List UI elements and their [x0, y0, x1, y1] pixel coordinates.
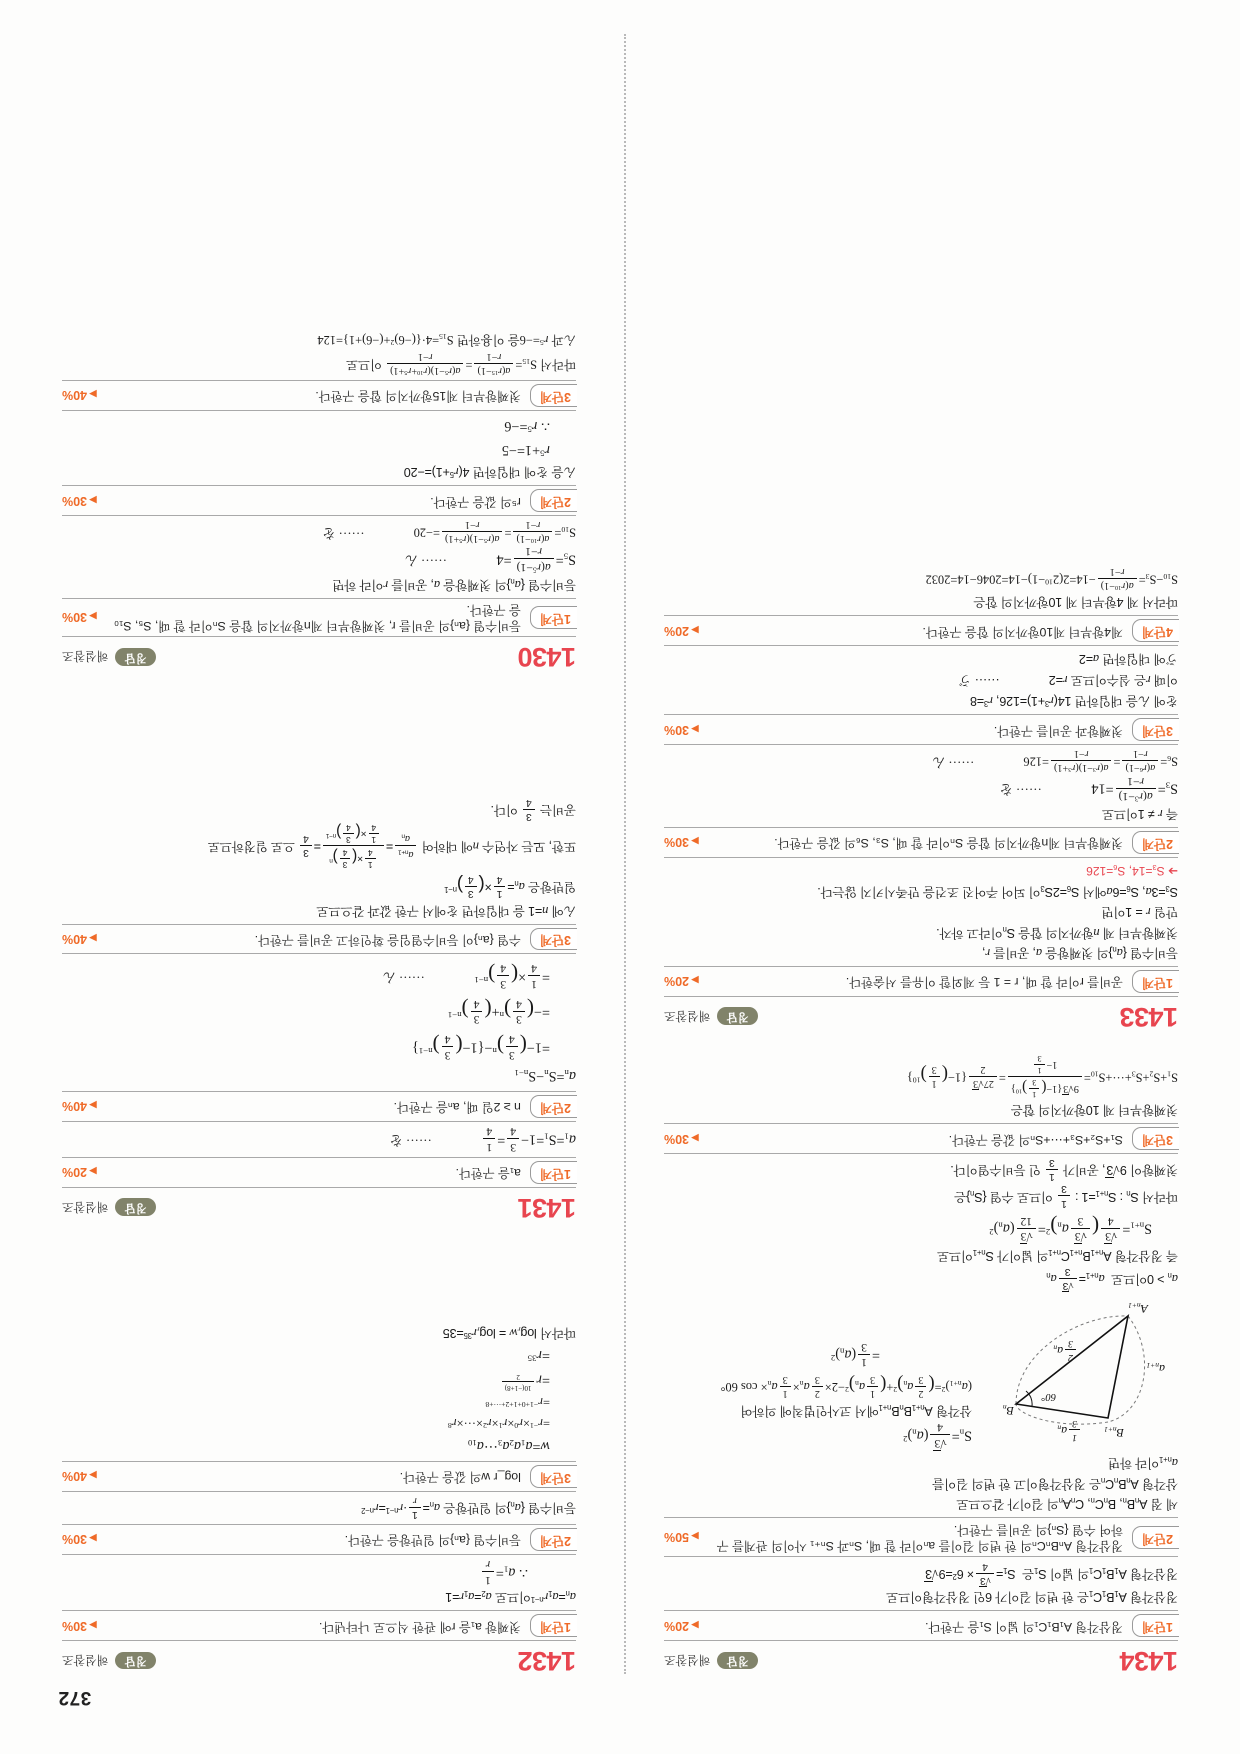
answer-value: 해설참조 [62, 1199, 109, 1214]
solution-text: 따라서 제 4항부터 제 10항까지의 합은 [973, 595, 1178, 610]
rubric-row [62, 485, 576, 516]
step-percent-value: 20% [664, 974, 690, 989]
rubric-row [62, 1461, 576, 1492]
step-tag: 1단계 [1132, 970, 1179, 993]
step-percent: ▶30% [62, 493, 97, 508]
solution-text: 삼각형 $A_nB_nC_n$은 정삼각형이고 한 변의 길이를 [932, 1476, 1178, 1491]
triangle-figure [976, 1296, 1166, 1448]
edge-label-top: 1 3 $a_n$ [1057, 1418, 1082, 1442]
solution-text: $S_3=3a$, $S_6=6a$에서 $S_6=2S_3$이 되어 주어진 조건을 만족시키지 않는다. [817, 883, 1178, 899]
rubric-row [62, 1610, 576, 1641]
equation: $S_1+S_2+S_3+\cdot\cdot\cdot+S_{10}=$ 9√3{1−( 1 3 )$^{10}$} 1− 1 3 = 27√3 2 {1−( 1 3 )$^{10}$} [906, 1053, 1178, 1099]
step-tag: 1단계 [530, 1161, 577, 1184]
problem-number: 1433 [1119, 1001, 1178, 1032]
step-percent-value: 30% [62, 1532, 88, 1547]
step-description: 공비를 r이라 할 때, r = 1 등 제외할 이유를 서술한다. [845, 975, 1123, 990]
equation: ん과 $r^5=-6$을 이용하면 $S_{15}=4\cdot\{(-6)^2+(-6)+1\}=124$ [317, 332, 576, 347]
vertex-label-bn: $B_n$ [1002, 1403, 1014, 1418]
step-tag: 2단계 [1132, 831, 1179, 854]
two-column-body [62, 34, 1178, 1674]
step-description: 첫째항부터 제n항까지의 합을 Sₙ이라 할 때, S₃, S₆의 값을 구한다. [774, 836, 1123, 851]
equation: $r^5+1=-5$ [501, 441, 550, 459]
step-description: log_r w의 값을 구한다. [399, 1470, 521, 1485]
step-percent-value: 40% [62, 388, 88, 403]
solution-text: 또한, 모든 자연수 n에 대하여 $a_{n+1}$ $a_n$ = 1 4 ×( 3 4 )$^n$ 1 4 ×( 3 4 )$^{n-1}$ = 3 4 으로 일정하므로 [207, 823, 576, 870]
step-percent: ▶40% [62, 932, 97, 947]
solution-text: を에 ん을 대입하면 $14(r^3+1)=126$, $r^3=8$ [970, 694, 1178, 709]
equation: $=r^{35}$ [527, 1347, 550, 1364]
step-percent-value: 40% [62, 1099, 88, 1114]
equation: = 1 3 $(a_n)^2$ [830, 1340, 880, 1370]
equation: $S_3=$ $a(r^3-1)$ r−1 =14 ······ を [999, 774, 1178, 804]
step-description: 정삼각형 AₙBₙCₙ의 한 변의 길이를 aₙ이라 할 때, Sₙ과 Sₙ₊₁ 사이의 관계를 구하여 수열 {Sₙ}의 공비를 구한다. [716, 1523, 1123, 1554]
solution-text: 정삼각형 $A_1B_1C_1$의 넓이 $S_1$은 $S_1=$ √3 4 × $6^2=9√3$ [925, 1560, 1178, 1586]
step-percent-value: 30% [664, 722, 690, 737]
right-column [62, 34, 608, 1674]
step-percent: ▶30% [62, 1618, 97, 1633]
solution-text: 세 점 $A_nB_n$, $B_nC_n$, $C_nA_n$의 길이가 같으므로 [956, 1496, 1178, 1512]
equation: $S_5=$ $a(r^5-1)$ r−1 =4 ······ ん [404, 545, 576, 574]
problem-header [62, 1191, 576, 1221]
equation: 따라서 $S_{15}=$ $a(r^{15}-1)$ r−1 = $a(r^5-1)(r^{10}+r^5+1)$ r−1 이므로 [346, 350, 576, 377]
equation-stack [664, 1339, 972, 1452]
step-description: a₁을 구한다. [455, 1166, 521, 1181]
solution-text: ん에 n=1 을 대입하면 を에서 구한 값과 같으므로 [316, 903, 576, 918]
step-percent: ▶40% [62, 388, 97, 403]
step-percent: ▶20% [62, 1165, 97, 1180]
answer-badge: 정답 [115, 1652, 155, 1670]
answer-badge: 정답 [717, 1008, 757, 1026]
problem-number: 1432 [517, 1646, 576, 1676]
step-tag: 2단계 [1132, 1526, 1179, 1549]
answer-line [664, 1652, 758, 1670]
solution-text: 삼각형 $A_{n+1}B_nB_{n+1}$에서 코사인법칙에 의하여 [740, 1402, 972, 1418]
solution-text: 따라서 $S_n$ : $S_{n+1}=1$ : 1 3 이므로 수열 $\{S_n\}$은 [954, 1183, 1178, 1209]
solution-text: 첫째항부터 제 n항까지의 합을 $S_n$이라고 하자. [936, 924, 1178, 940]
column-divider [624, 34, 626, 1674]
step-percent-value: 30% [62, 1618, 88, 1633]
step-percent-value: 30% [664, 835, 690, 850]
rubric-row [664, 1123, 1178, 1154]
answer-badge: 정답 [115, 648, 155, 666]
step-percent-value: 30% [62, 610, 88, 625]
step-description: 첫째항과 공비를 구한다. [993, 723, 1123, 738]
step-percent: ▶20% [664, 1618, 699, 1633]
answer-value: 해설참조 [664, 1653, 711, 1668]
vertex-label-bn1: $B_{n+1}$ [1104, 1425, 1124, 1440]
equation: =1−( 3 4 )$^n$−{1−( 3 4 )$^{n-1}$} [412, 1033, 550, 1062]
solution-text: 첫째항이 9√3, 공비가 1 3 인 등비수열이다. [950, 1157, 1178, 1183]
rubric-row [664, 615, 1178, 646]
rubric-row [62, 1157, 576, 1188]
solution-text: $a_{n+1}$이라 하면 [1108, 1455, 1178, 1471]
solution-text: 공비는 3 4 이다. [490, 796, 576, 822]
step-percent-value: 20% [664, 623, 690, 638]
equation: ∴ $a_1=$ 1 r [62, 1558, 576, 1586]
equation: $S_{10}-S_3=$ $a(r^{10}-1)$ r−1 $-14=2(2^{10}-1)-14=2046-14=2032$ [925, 565, 1178, 591]
step-tag: 4단계 [1132, 619, 1179, 642]
step-description: 제4항부터 제10항까지의 합을 구한다. [922, 624, 1123, 639]
problem-number: 1430 [517, 642, 576, 673]
rubric-row [62, 380, 576, 411]
step-description: 정삼각형 A₁B₁C₁의 넓이 S₁을 구한다. [925, 1619, 1123, 1634]
step-tag: 1단계 [530, 1614, 577, 1637]
page-number: 372 [58, 1687, 92, 1708]
step-tag: 3단계 [1132, 718, 1179, 741]
vertex-label-an1: $A_{n+1}$ [1128, 1301, 1148, 1316]
step-description: 등비수열 {aₙ}의 공비를 r, 첫째항부터 제n항까지의 합을 Sₙ이라 할 때, S₅, S₁₀을 구한다. [114, 603, 521, 634]
step-percent: ▶50% [664, 1530, 699, 1545]
solution-text: 이때 r은 실수이므로 r=2 ······ ゔ [958, 672, 1178, 688]
equation: $w=a_1a_2a_3\cdot\cdot\cdot a_{10}$ [467, 1437, 550, 1454]
answer-line [664, 1008, 758, 1026]
step-percent-value: 50% [664, 1530, 690, 1545]
answer-value: 해설참조 [62, 1653, 109, 1668]
problem-1430 [62, 330, 576, 671]
problem-number: 1434 [1119, 1646, 1178, 1676]
equation: = 1 4 ×( 3 4 )$^{n-1}$ ······ ん [382, 962, 550, 991]
rubric-row [62, 1091, 576, 1122]
solution-text: 등비수열 $\{a_n\}$의 첫째항을 a, 공비를 r, [982, 945, 1178, 961]
equation: ∴ $r^5=-6$ [504, 417, 550, 435]
solution-text: 만일 r = 1이면 [1101, 905, 1178, 920]
answer-line [62, 1198, 156, 1216]
rubric-row [664, 714, 1178, 745]
edge-label-diagonal: 2 3 $a_n$ [1053, 1338, 1078, 1362]
answer-line [62, 1652, 156, 1670]
step-tag: 3단계 [530, 384, 577, 407]
solution-text: 등비수열 $\{a_n\}$의 첫째항을 a, 공비를 r이라 하면 [332, 576, 576, 592]
answer-value: 해설참조 [664, 1008, 711, 1023]
solution-text: 정삼각형 $A_1B_1C_1$은 한 변의 길이가 6인 정삼각형이므로 [886, 1589, 1178, 1605]
problem-header [664, 1644, 1178, 1674]
step-tag: 1단계 [1132, 1614, 1179, 1637]
step-percent: ▶30% [62, 1532, 97, 1547]
equation: $S_{n+1}=$ √3 4 ( √3 3 $a_n)^2=$ √3 12 $(a_n)^2$ [989, 1214, 1152, 1244]
step-tag: 3단계 [1132, 1127, 1179, 1150]
rubric-row [62, 1524, 576, 1555]
problem-1432 [62, 1323, 576, 1674]
angle-label-60: 60° [1041, 1390, 1056, 1402]
solution-text: $a_n=a_1r^{n-1}$이므로 $a_2=a_1r=1$ [445, 1589, 576, 1605]
step-percent-value: 30% [664, 1131, 690, 1146]
equation: =−( 3 4 )$^n$+( 3 4 )$^{n-1}$ [447, 997, 550, 1027]
step-tag: 3단계 [530, 928, 577, 951]
step-description: n ≥ 2일 때, aₙ을 구한다. [393, 1100, 521, 1115]
step-percent: ▶30% [62, 610, 97, 625]
step-tag: 2단계 [530, 1095, 577, 1118]
solution-text: 즉 정삼각형 $A_{n+1}B_{n+1}C_{n+1}$의 넓이가 $S_{n+1}$이므로 [937, 1247, 1178, 1263]
problem-header [664, 1000, 1178, 1030]
problem-1433 [664, 566, 1178, 1030]
equation: $=r^{-1+0+1+2+\cdot\cdot\cdot+8}$ [485, 1394, 550, 1409]
step-percent-value: 30% [62, 493, 88, 508]
edge-label-left: $a_{n+1}$ [1146, 1361, 1165, 1376]
rubric-row [664, 827, 1178, 858]
solution-text: 첫째항부터 제 10항까지의 합은 [1010, 1103, 1178, 1118]
equation: $S_n=$ √3 4 $(a_n)^2$ [903, 1421, 972, 1450]
step-tag: 1단계 [530, 606, 577, 629]
answer-line [62, 648, 156, 666]
problem-number: 1431 [517, 1192, 576, 1223]
step-percent: ▶40% [62, 1099, 97, 1114]
solution-text: 즉 r ≠ 1이므로 [1102, 806, 1178, 821]
problem-header [62, 1644, 576, 1674]
step-percent-value: 20% [62, 1165, 88, 1180]
equation: $=r^{-1}\times r^0\times r^1\times r^2\times\cdot\cdot\cdot\times r^8$ [447, 1415, 550, 1430]
rubric-row [664, 1610, 1178, 1641]
rubric-row [62, 924, 576, 955]
step-tag: 3단계 [530, 1465, 577, 1488]
step-tag: 2단계 [530, 489, 577, 512]
problem-1431 [62, 796, 576, 1223]
answer-badge: 정답 [717, 1652, 757, 1670]
step-description: 수열 {aₙ}이 등비수열임을 확인하고 공비를 구한다. [254, 933, 521, 948]
equation: $a_n=S_n-S_{n-1}$ [514, 1067, 576, 1084]
rubric-row [664, 966, 1178, 997]
solution-text: ゔ에 대입하면 a=2 [1079, 652, 1178, 667]
step-percent: ▶30% [664, 1131, 699, 1146]
equation: =r $^{10(-1+8) 2}$ [62, 1367, 576, 1391]
step-description: 첫째항 a₁을 r에 관한 식으로 나타낸다. [319, 1619, 521, 1634]
step-description: r⁵의 값을 구한다. [430, 494, 521, 509]
solution-text: 등비수열 $\{a_n\}$의 일반항은 $a_n=$ 1 r $\cdot r^{n-1}=r^{n-2}$ [361, 1494, 576, 1520]
problem-1434 [664, 1054, 1178, 1674]
answer-value: 해설참조 [62, 649, 109, 664]
problem-header [62, 640, 576, 673]
equation: $a_1=S_1=1-$ 3 4 = 1 4 ······ を [389, 1125, 576, 1154]
solution-text: ん을 を에 대입하면 $4(r^5+1)=-20$ [404, 465, 576, 480]
solution-text: $a_n > 0$이므로 $a_{n+1}=$ √3 3 $a_n$ [1046, 1265, 1178, 1291]
step-description: 등비수열 {aₙ}의 일반항을 구한다. [344, 1533, 521, 1548]
step-percent: ▶30% [664, 835, 699, 850]
figure-and-equations [664, 1292, 1178, 1452]
equation: $S_{10}=$ $a(r^{10}-1)$ r−1 = $a(r^5-1)(r^5+1)$ r−1 =−20 ······ を [322, 518, 576, 545]
step-description: 첫째항부터 제15항까지의 합을 구한다. [315, 389, 521, 404]
step-percent: ▶40% [62, 1469, 97, 1484]
step-percent: ▶20% [664, 974, 699, 989]
equation: $(a_{n+1})^2=$( 2 3 $a_n)^2+$( 1 3 $a_n)^2-2\times$ 2 3 $a_n\times$ 1 3 $a_n\times \cos 60^\circ$ [720, 1373, 972, 1399]
step-percent-value: 40% [62, 932, 88, 947]
step-percent: ▶30% [664, 722, 699, 737]
step-percent: ▶20% [664, 623, 699, 638]
step-percent-value: 20% [664, 1618, 690, 1633]
answer-badge: 정답 [115, 1198, 155, 1216]
answer-hint: ➔ $S_3=14$, $S_6=126$ [1086, 863, 1178, 878]
step-percent-value: 40% [62, 1469, 88, 1484]
step-description: S₁+S₂+S₃+⋯+Sₙ의 값을 구한다. [948, 1132, 1123, 1147]
solution-text: 따라서 $\log_rw = \log_rr^{35}=35$ [442, 1325, 576, 1341]
equation: $S_6=$ $a(r^6-1)$ r−1 = $a(r^3-1)(r^3+1)$ r−1 =126 ······ ん [932, 748, 1178, 774]
rubric-row [62, 598, 576, 638]
rubric-row [664, 1517, 1178, 1557]
step-tag: 2단계 [530, 1528, 577, 1551]
solution-text: 일반항은 $a_n=$ 1 4 ×( 3 4 )$^{n-1}$ [444, 874, 576, 900]
left-column [642, 34, 1178, 1674]
